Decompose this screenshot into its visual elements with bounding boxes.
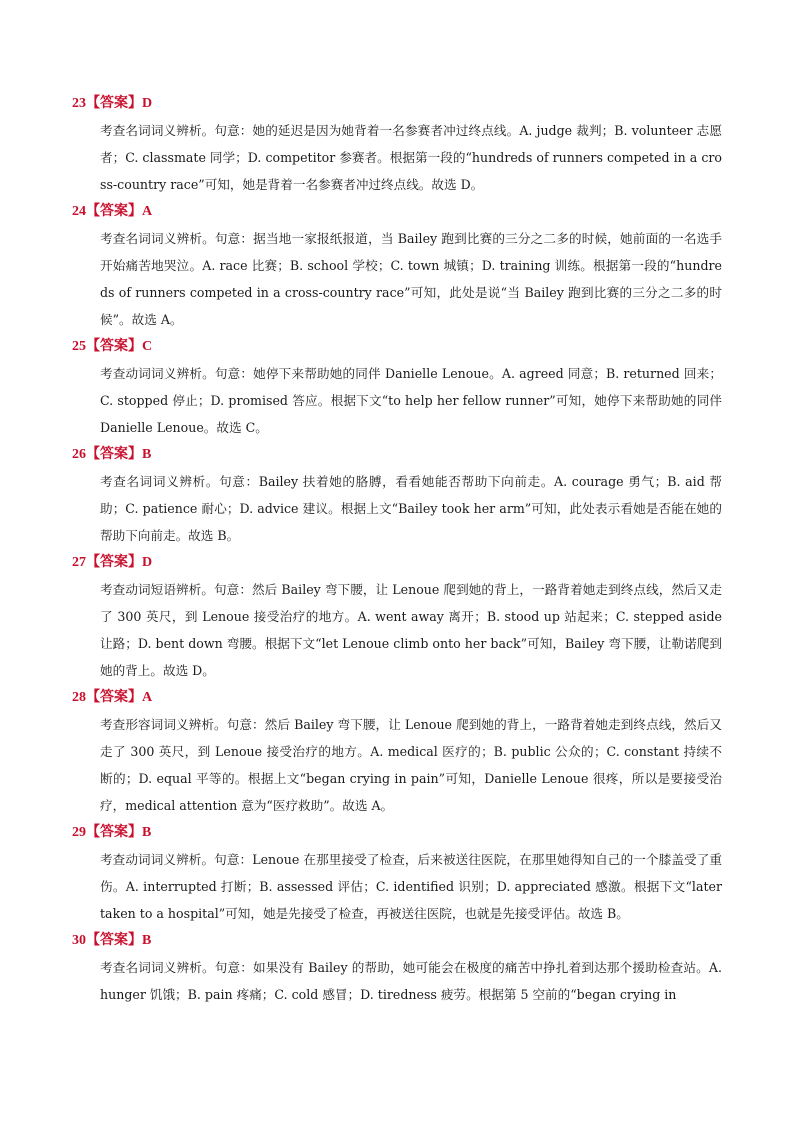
answer-label: 【答案】 <box>86 204 142 219</box>
answer-header <box>72 198 794 225</box>
answer-header <box>72 90 794 117</box>
answer-letter: D <box>142 555 153 570</box>
answer-label: 【答案】 <box>86 339 142 354</box>
answer-header <box>72 927 794 954</box>
question-number: 25 <box>72 339 86 354</box>
explanation-block <box>100 846 722 927</box>
question-number: 24 <box>72 204 86 219</box>
question-number: 27 <box>72 555 86 570</box>
answer-header <box>72 549 794 576</box>
explanation-block <box>100 468 722 549</box>
answer-item <box>0 819 794 927</box>
answer-letter: A <box>142 690 153 705</box>
answer-item <box>0 333 794 441</box>
answer-header <box>72 333 794 360</box>
explanation-block <box>100 117 722 198</box>
explanation-text: 考查名词词义辨析。句意：Bailey 扶着她的胳膊，看看她能否帮助下向前走。A. courage 勇气；B. aid 帮助；C. patience 耐心；D. advice 建议。根据上文“Bailey took her arm”可知，此处表示看她是否能在她的帮助下向前走。故选 B。 <box>100 474 722 543</box>
explanation-text: 考查形容词词义辨析。句意：然后 Bailey 弯下腰，让 Lenoue 爬到她的背上，一路背着她走到终点线，然后又走了 300 英尺，到 Lenoue 接受治疗的地方。A. medical 医疗的；B. public 公众的；C. constant 持续不断的；D. equal 平等的。根据上文“began crying in pain”可知，Danielle Lenoue 很疼，所以是要接受治疗，medical attention 意为“医疗救助”。故选 A。 <box>100 717 722 813</box>
question-number: 28 <box>72 690 86 705</box>
answer-item <box>0 198 794 333</box>
answer-item <box>0 441 794 549</box>
answer-header <box>72 819 794 846</box>
explanation-text: 考查动词词义辨析。句意：她停下来帮助她的同伴 Danielle Lenoue。A. agreed 同意；B. returned 回来；C. stopped 停止；D. promised 答应。根据下文“to help her fellow runner”可知，她停下来帮助她的同伴 Danielle Lenoue。故选 C。 <box>100 366 722 435</box>
question-number: 23 <box>72 96 86 111</box>
answer-item <box>0 684 794 819</box>
explanation-block <box>100 225 722 333</box>
answer-letter: A <box>142 204 153 219</box>
answer-label: 【答案】 <box>86 447 142 462</box>
answer-header <box>72 684 794 711</box>
explanation-text: 考查名词词义辨析。句意：如果没有 Bailey 的帮助，她可能会在极度的痛苦中挣扎着到达那个援助检查站。A. hunger 饥饿；B. pain 疼痛；C. cold 感冒；D. tiredness 疲劳。根据第 5 空前的“began crying in <box>100 960 722 1002</box>
answer-letter: B <box>142 933 152 948</box>
explanation-block <box>100 576 722 684</box>
answer-header <box>72 441 794 468</box>
answer-item <box>0 549 794 684</box>
answer-item <box>0 927 794 1008</box>
question-number: 29 <box>72 825 86 840</box>
question-number: 30 <box>72 933 86 948</box>
explanation-block <box>100 954 722 1008</box>
answer-label: 【答案】 <box>86 825 142 840</box>
answer-letter: B <box>142 825 152 840</box>
explanation-text: 考查动词短语辨析。句意：然后 Bailey 弯下腰，让 Lenoue 爬到她的背上，一路背着她走到终点线，然后又走了 300 英尺，到 Lenoue 接受治疗的地方。A. went away 离开；B. stood up 站起来；C. stepped aside 让路；D. bent down 弯腰。根据下文“let Lenoue climb onto her back”可知，Bailey 弯下腰，让勒诺爬到她的背上。故选 D。 <box>100 582 722 678</box>
answer-list <box>0 90 794 1008</box>
answer-item <box>0 90 794 198</box>
question-number: 26 <box>72 447 86 462</box>
answer-label: 【答案】 <box>86 96 142 111</box>
answer-label: 【答案】 <box>86 690 142 705</box>
explanation-block <box>100 360 722 441</box>
answer-letter: B <box>142 447 152 462</box>
explanation-text: 考查名词词义辨析。句意：她的延迟是因为她背着一名参赛者冲过终点线。A. judge 裁判；B. volunteer 志愿者；C. classmate 同学；D. competitor 参赛者。根据第一段的“hundreds of runners competed in a cross-country race”可知，她是背着一名参赛者冲过终点线。故选 D。 <box>100 123 722 192</box>
explanation-text: 考查名词词义辨析。句意：据当地一家报纸报道，当 Bailey 跑到比赛的三分之二多的时候，她前面的一名选手开始痛苦地哭泣。A. race 比赛；B. school 学校；C. town 城镇；D. training 训练。根据第一段的“hundreds of runners competed in a cross-country race”可知，此处是说“当 Bailey 跑到比赛的三分之二多的时候”。故选 A。 <box>100 231 722 327</box>
answer-letter: C <box>142 339 153 354</box>
answer-letter: D <box>142 96 153 111</box>
answer-label: 【答案】 <box>86 555 142 570</box>
answer-label: 【答案】 <box>86 933 142 948</box>
explanation-text: 考查动词词义辨析。句意：Lenoue 在那里接受了检查，后来被送往医院，在那里她得知自己的一个膝盖受了重伤。A. interrupted 打断；B. assessed 评估；C. identified 识别；D. appreciated 感激。根据下文“later taken to a hospital”可知，她是先接受了检查，再被送往医院，也就是先接受评估。故选 B。 <box>100 852 722 921</box>
explanation-block <box>100 711 722 819</box>
top-margin <box>0 0 794 90</box>
